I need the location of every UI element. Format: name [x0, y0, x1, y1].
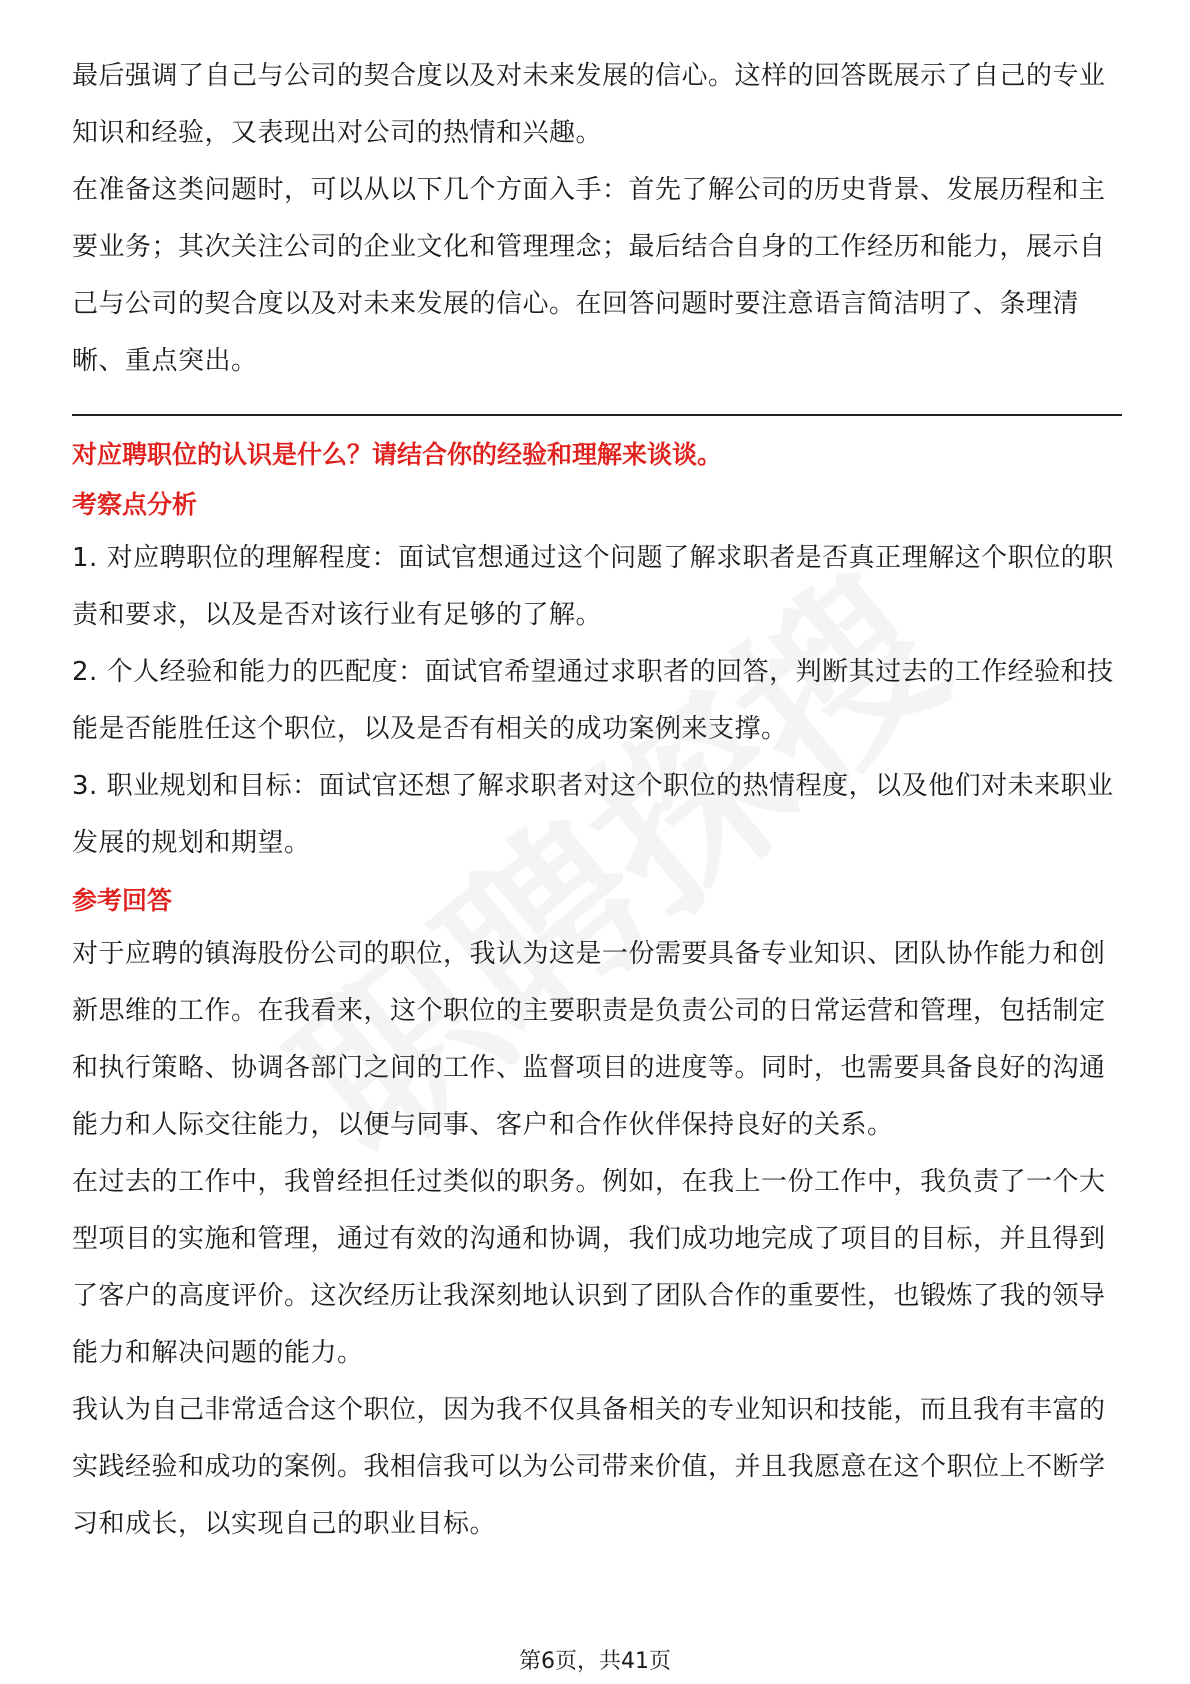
intro-paragraph: 在准备这类问题时，可以从以下几个方面入手：首先了解公司的历史背景、发展历程和主要业务；其次关注公司的企业文化和管理理念；最后结合自身的工作经历和能力，展示自己与公司的契合度以及对未来发展的信心。在回答问题时要注意语言简洁明了、条理清晰、重点突出。	[72, 175, 1106, 376]
question-title: 对应聘职位的认识是什么？请结合你的经验和理解来谈谈。	[72, 440, 723, 469]
section-divider	[72, 414, 1122, 416]
intro-paragraph: 最后强调了自己与公司的契合度以及对未来发展的信心。这样的回答既展示了自己的专业知识和经验，又表现出对公司的热情和兴趣。	[72, 61, 1106, 148]
page-number: 第6页，共41页	[519, 1649, 671, 1674]
analysis-heading: 考察点分析	[72, 490, 198, 519]
analysis-item: 2. 个人经验和能力的匹配度：面试官希望通过求职者的回答，判断其过去的工作经验和技能是否能胜任这个职位，以及是否有相关的成功案例来支撑。	[72, 657, 1114, 744]
analysis-item: 1. 对应聘职位的理解程度：面试官想通过这个问题了解求职者是否真正理解这个职位的职责和要求，以及是否对该行业有足够的了解。	[72, 543, 1114, 630]
answer-paragraph: 在过去的工作中，我曾经担任过类似的职务。例如，在我上一份工作中，我负责了一个大型项目的实施和管理，通过有效的沟通和协调，我们成功地完成了项目的目标，并且得到了客户的高度评价。这次经历让我深刻地认识到了团队合作的重要性，也锻炼了我的领导能力和解决问题的能力。	[72, 1167, 1106, 1368]
answer-paragraph: 对于应聘的镇海股份公司的职位，我认为这是一份需要具备专业知识、团队协作能力和创新思维的工作。在我看来，这个职位的主要职责是负责公司的日常运营和管理，包括制定和执行策略、协调各部门之间的工作、监督项目的进度等。同时，也需要具备良好的沟通能力和人际交往能力，以便与同事、客户和合作伙伴保持良好的关系。	[72, 939, 1106, 1140]
analysis-item: 3. 职业规划和目标：面试官还想了解求职者对这个职位的热情程度，以及他们对未来职业发展的规划和期望。	[72, 771, 1114, 858]
answer-paragraph: 我认为自己非常适合这个职位，因为我不仅具备相关的专业知识和技能，而且我有丰富的实践经验和成功的案例。我相信我可以为公司带来价值，并且我愿意在这个职位上不断学习和成长，以实现自己的职业目标。	[72, 1395, 1106, 1539]
answer-heading: 参考回答	[72, 886, 173, 915]
page-content	[72, 48, 1122, 1553]
